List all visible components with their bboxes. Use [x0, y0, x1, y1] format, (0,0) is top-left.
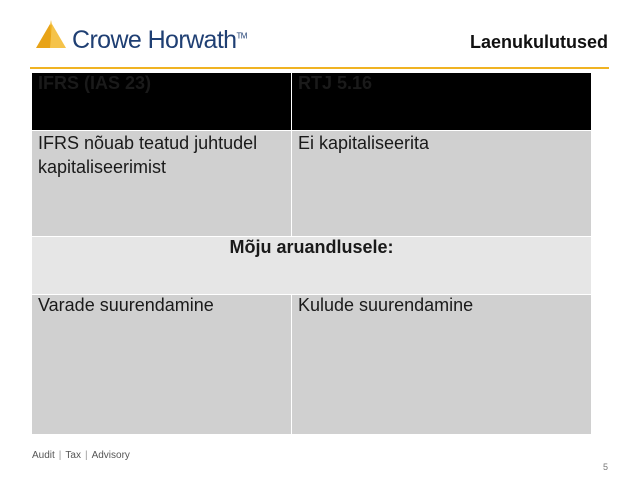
- footer-service-lines: [32, 450, 130, 461]
- cell-rtj-rule: Ei kapitaliseerita: [292, 131, 592, 237]
- slide-title: Laenukulutused: [469, 32, 608, 52]
- comparison-table: [31, 72, 592, 435]
- crowe-leaf-icon: [32, 18, 70, 52]
- footer-separator: |: [84, 450, 88, 461]
- footer-audit: Audit: [32, 450, 55, 461]
- table-header-row: [32, 73, 592, 131]
- cell-ifrs-impact: Varade suurendamine: [32, 295, 292, 435]
- section-label: Mõju aruandlusele:: [32, 237, 592, 295]
- header-ifrs: IFRS (IAS 23): [32, 73, 292, 131]
- page-number: 5: [602, 462, 608, 472]
- footer-separator: |: [58, 450, 62, 461]
- table-row: [32, 131, 592, 237]
- logo-wordmark: Crowe Horwath™: [72, 26, 247, 54]
- section-row: [32, 237, 592, 295]
- title-divider: [30, 67, 609, 69]
- footer-advisory: Advisory: [91, 450, 130, 461]
- header-rtj: RTJ 5.16: [292, 73, 592, 131]
- crowe-horwath-logo: [32, 18, 247, 56]
- table-row: [32, 295, 592, 435]
- footer-tax: Tax: [65, 450, 81, 461]
- cell-ifrs-rule: IFRS nõuab teatud juhtudel kapitaliseerimist: [32, 131, 292, 237]
- cell-rtj-impact: Kulude suurendamine: [292, 295, 592, 435]
